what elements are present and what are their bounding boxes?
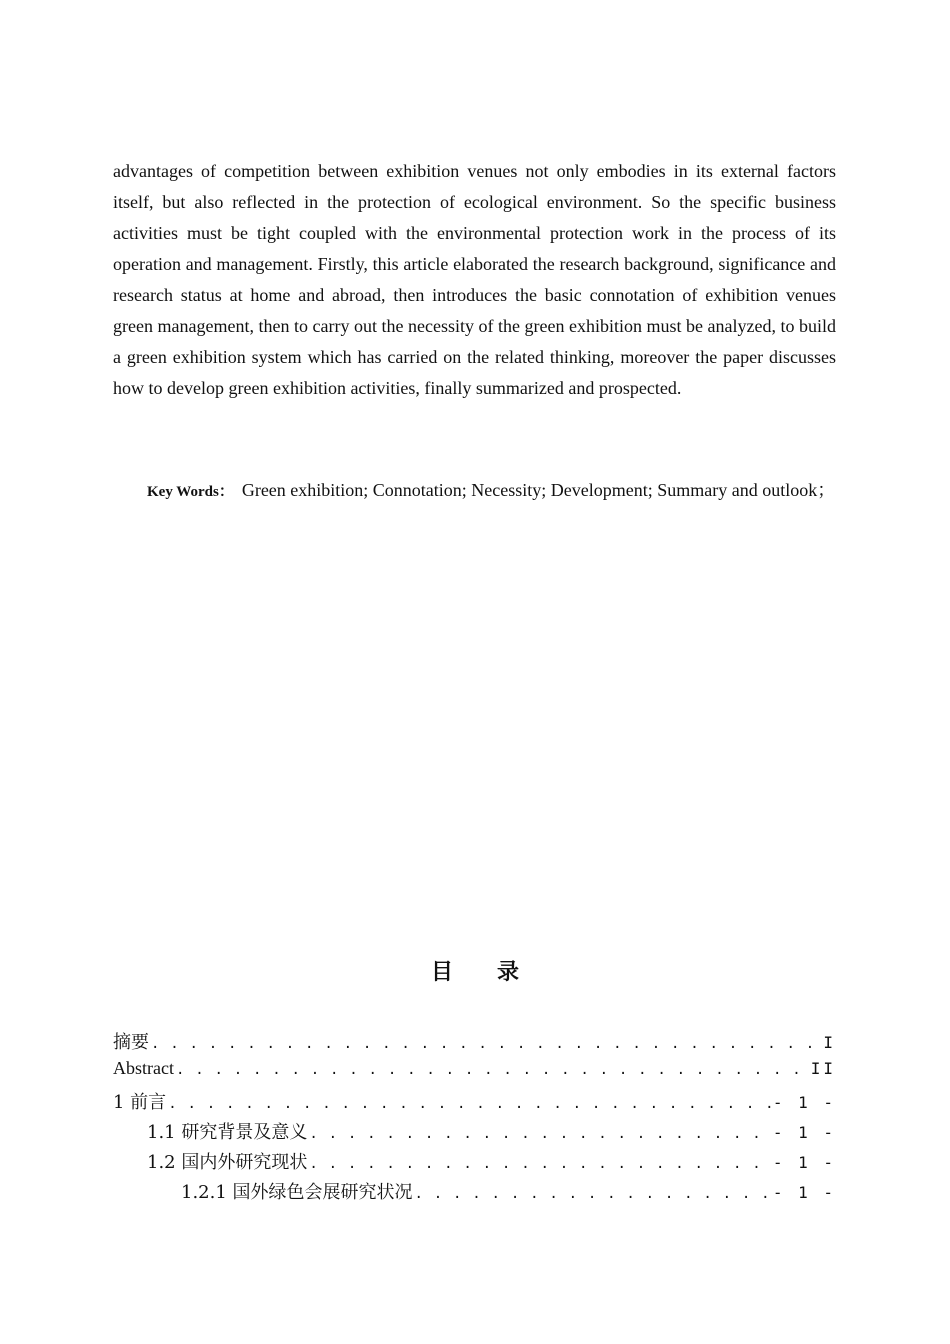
toc-page-number: - 1 - xyxy=(772,1153,836,1172)
toc-entry-section-1-1[interactable] xyxy=(113,1118,836,1148)
toc-leader-dots xyxy=(168,1096,771,1112)
toc-entry-label: 1.1 研究背景及意义 xyxy=(147,1122,308,1143)
toc-leader-dots xyxy=(176,1062,809,1078)
toc-page-number: - 1 - xyxy=(772,1123,836,1142)
toc-leader-dots xyxy=(309,1156,770,1172)
toc-leader-dots xyxy=(415,1186,771,1202)
toc-page-number: - 1 - xyxy=(772,1183,836,1202)
toc-page-number: - 1 - xyxy=(772,1093,836,1112)
toc-entry-abstract-cn[interactable] xyxy=(113,1028,836,1058)
toc-leader-dots xyxy=(309,1126,770,1142)
toc-entry-label: 1.2 国内外研究现状 xyxy=(147,1152,308,1173)
toc-entry-label: 1 前言 xyxy=(113,1092,167,1113)
keywords-line xyxy=(113,472,836,510)
keywords-text: Green exhibition; Connotation; Necessity; Development; Summary and outlook； xyxy=(241,480,836,500)
toc-entry-label: Abstract xyxy=(113,1058,174,1078)
toc-entry-label: 摘要 xyxy=(113,1032,149,1053)
table-of-contents xyxy=(113,1028,836,1208)
toc-entry-chapter-1[interactable] xyxy=(113,1088,836,1118)
toc-entry-abstract-en[interactable] xyxy=(113,1058,836,1088)
toc-entry-label: 1.2.1 国外绿色会展研究状况 xyxy=(181,1182,413,1203)
keywords-label: Key Words： xyxy=(147,484,234,500)
toc-page-number: II xyxy=(810,1059,836,1078)
toc-entry-section-1-2-1[interactable] xyxy=(113,1178,836,1208)
toc-title: 目录 xyxy=(430,960,563,985)
toc-entry-section-1-2[interactable] xyxy=(113,1148,836,1178)
toc-page-number: I xyxy=(823,1033,836,1052)
abstract-paragraph: advantages of competition between exhibition venues not only embodies in its external factors itself, but also reflected in the protection of ecological environment. So the specific business activities must be tight coupled with the environmental protection work in the process of its operation and management. Firstly, this article elaborated the research background, significance and research status at home and abroad, then introduces the basic connotation of exhibition venues green management, then to carry out the necessity of the green exhibition must be analyzed, to build a green exhibition system which has carried on the related thinking, moreover the paper discusses how to develop green exhibition activities, finally summarized and prospected. xyxy=(113,161,836,398)
toc-leader-dots xyxy=(151,1036,821,1052)
